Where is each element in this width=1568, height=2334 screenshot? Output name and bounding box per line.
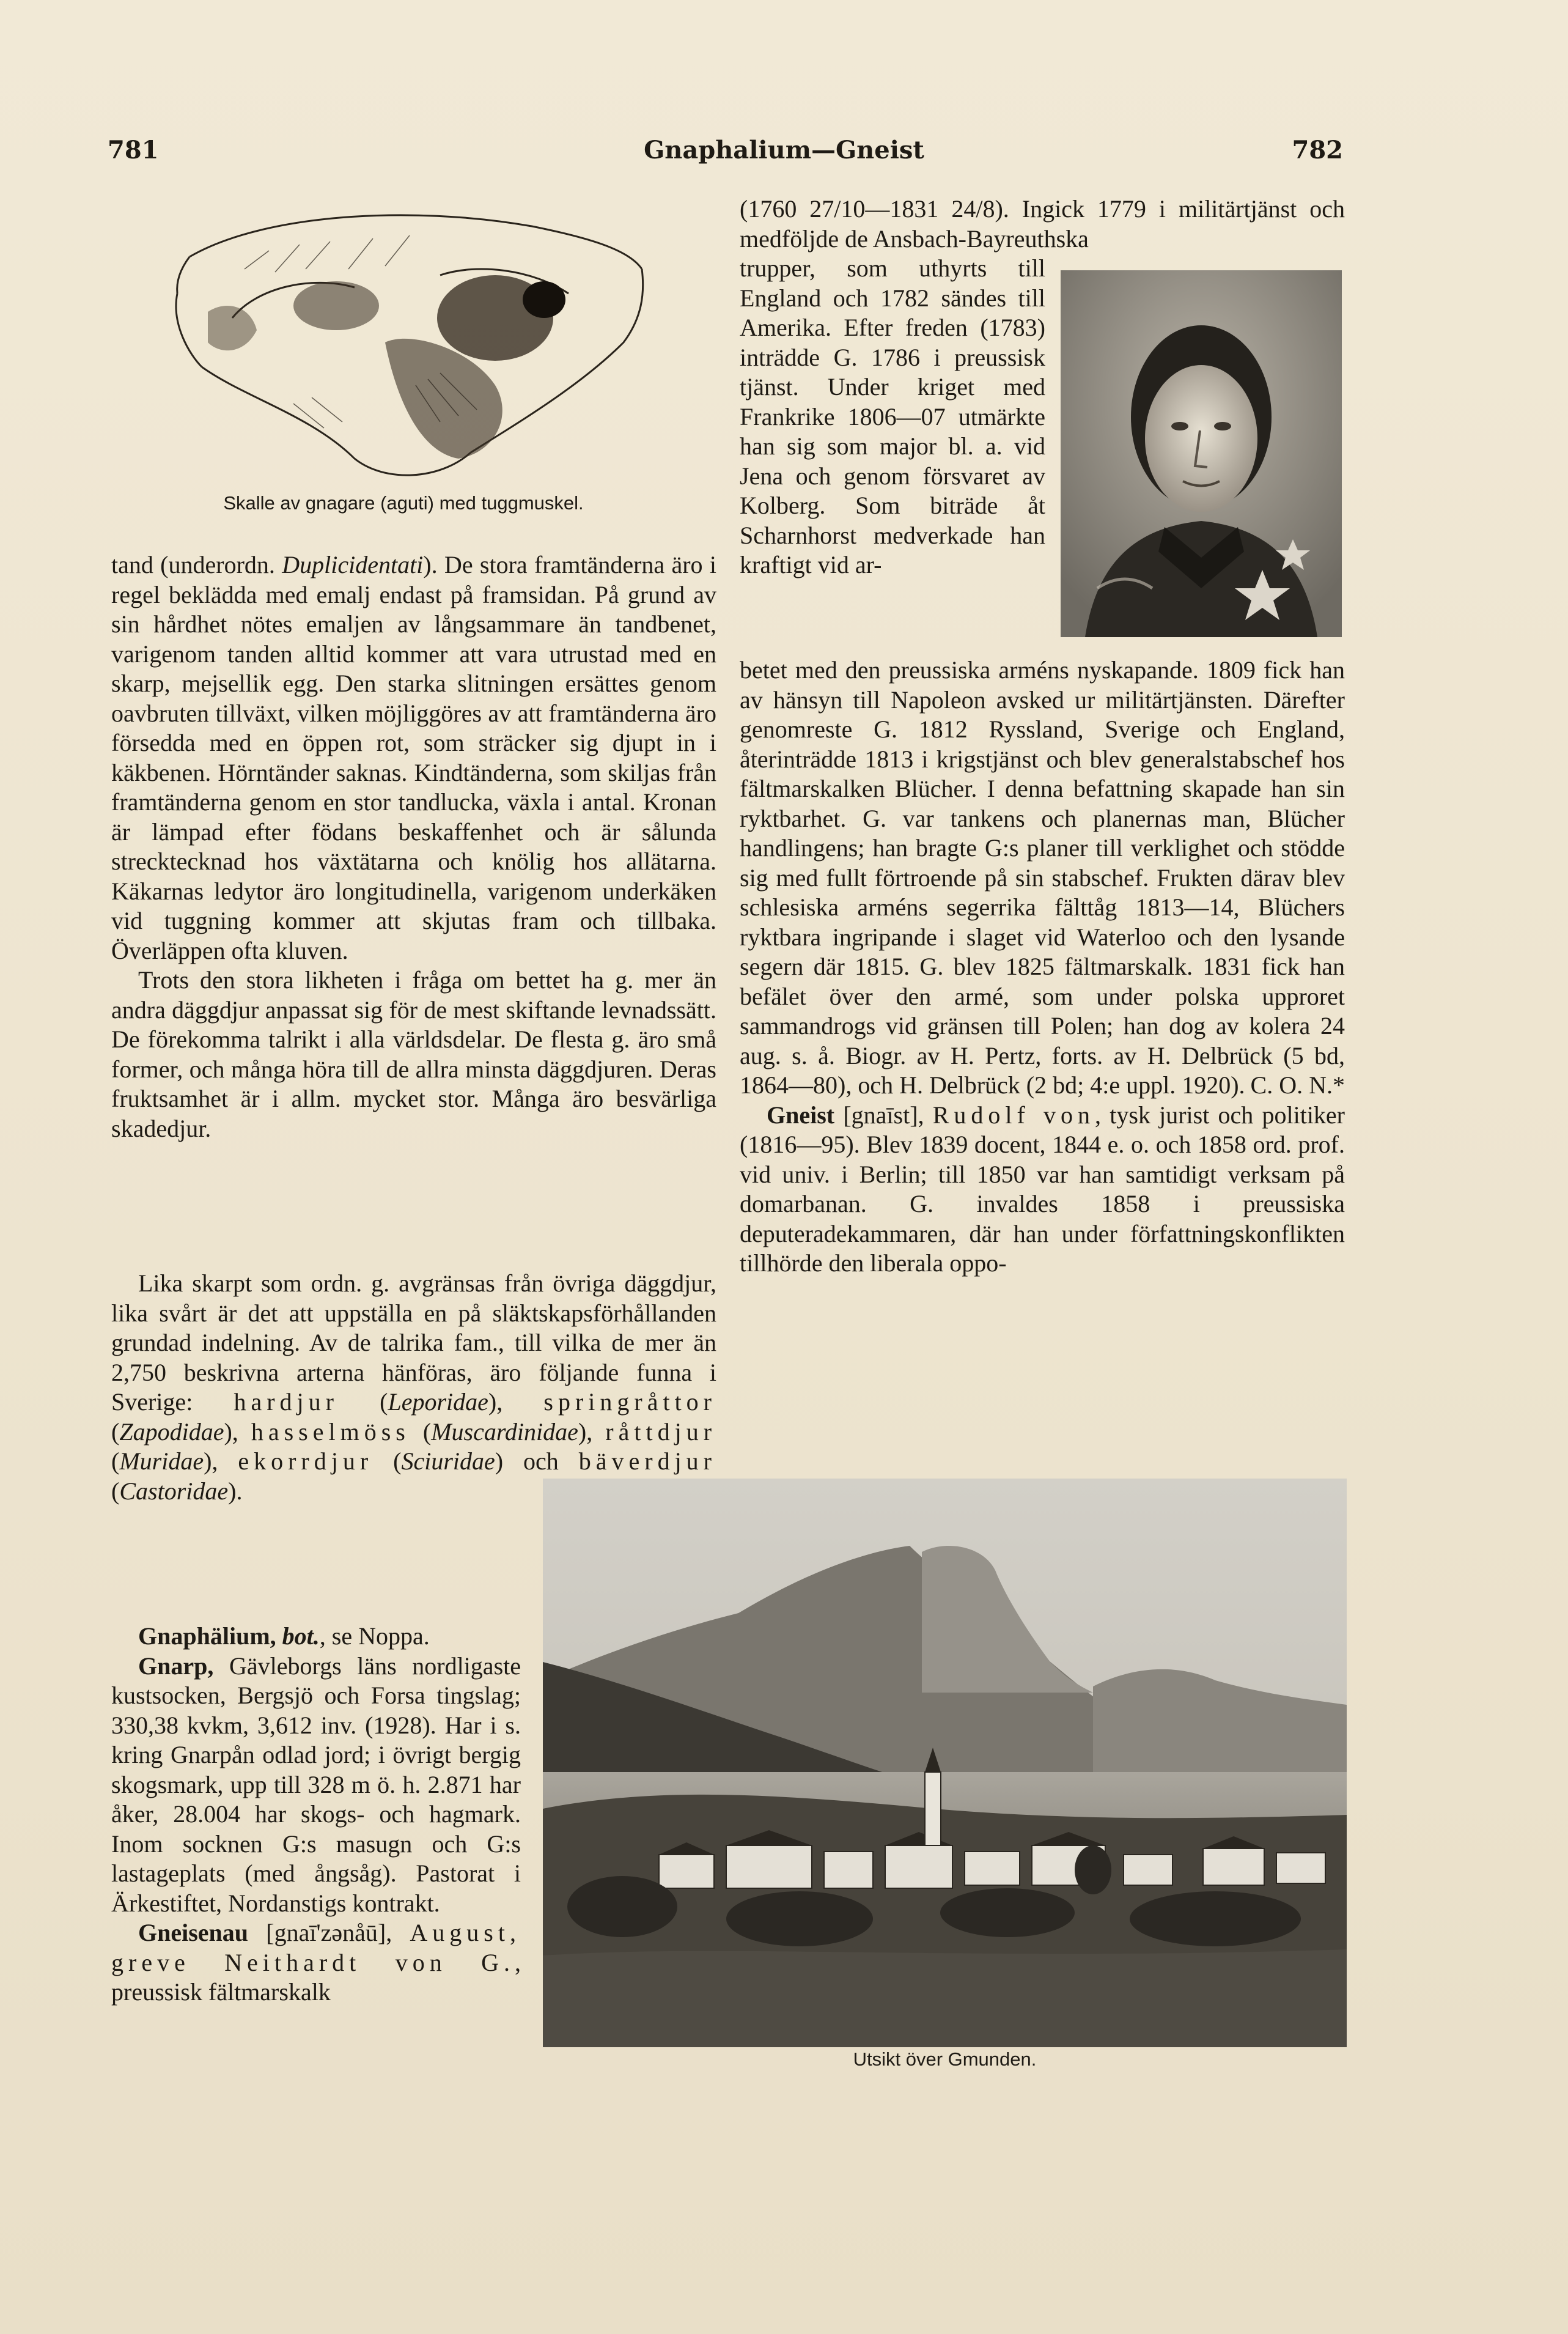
gmunden-caption: Utsikt över Gmunden.: [853, 2048, 1037, 2070]
left-column-text: [111, 550, 716, 1143]
paragraph-gneisenau-intro: (1760 27/10—1831 24/8). Ingick 1779 i militärtjänst och medföljde de Ansbach-Bayreuthska: [740, 195, 1345, 253]
gmunden-landscape-photo: [543, 1479, 1347, 2047]
entry-gneisenau: Gneisenau [gnaī'zənåū], August, greve Neithardt von G., preussisk fältmarskalk: [111, 1919, 521, 2006]
page-number-left: 781: [108, 136, 159, 164]
entry-gnaphalium: Gnaphälium, bot., se Noppa.: [138, 1622, 430, 1650]
portrait-image: [1061, 270, 1342, 637]
left-column-text-lower: [111, 1269, 716, 1506]
paragraph-adaptation: Trots den stora likheten i fråga om bettet ha g. mer än andra däggdjur anpassat sig för de mest skiftande levnadssätt. De förekomma talrikt i alla världsdelar. De flesta g. äro små former, och många höra till de allra minsta däggdjuren. Deras fruktsamhet är i allm. mycket stor. Många äro besvärliga skadedjur.: [111, 966, 716, 1142]
portrait-gneisenau-photo: [1061, 270, 1342, 637]
paragraph-classification: Lika skarpt som ordn. g. avgränsas från övriga däggdjur, lika svårt är det att uppställa en på släktskapsförhållanden grundad indelning. Av de talrika fam., till vilka de mer än 2,750 beskrivna arterna hänföras, äro följande funna i Sverige: hardjur (Leporidae), springråttor (Zapodidae), hasselmöss (Muscardinidae), råttdjur (Muridae), ekorrdjur (Sciuridae) och bäverdjur (Castoridae).: [111, 1269, 716, 1506]
left-entries-narrow: [111, 1622, 521, 2007]
right-column-wide: [740, 656, 1345, 1279]
entry-gnarp: Gnarp, Gävleborgs läns nordligaste kustsocken, Bergsjö och Forsa tingslag; 330,38 kvkm, 3,612 inv. (1928). Har i s. kring Gnarpån odlad jord; i övrigt bergig skogsmark, upp till 328 m ö. h. 2.871 har åker, 28.004 har skogs- och hagmark. Inom socknen G:s masugn och G:s lastageplats (med ångsåg). Pastorat i Ärkestiftet, Nordanstigs kontrakt.: [111, 1652, 521, 1917]
skull-caption: Skalle av gnagare (aguti) med tuggmuskel.: [223, 492, 584, 514]
rodent-skull-illustration: [153, 202, 654, 489]
landscape-image: [543, 1479, 1347, 2047]
right-column-narrow: [740, 254, 1045, 580]
paragraph-gneisenau-career: trupper, som uthyrts till England och 1782 sändes till Amerika. Efter freden (1783) inträdde G. 1786 i preussisk tjänst. Under kriget med Frankrike 1806—07 utmärkte han sig som major bl. a. vid Jena och genom försvaret av Kolberg. Som biträde åt Scharnhorst medverkade han kraftigt vid ar-: [740, 254, 1045, 578]
page-number-right: 782: [1292, 136, 1343, 164]
right-column-top: [740, 194, 1345, 254]
paragraph-teeth: tand (underordn. Duplicidentati). De stora framtänderna äro i regel beklädda med emalj endast på framsidan. På grund av sin hårdhet nötes emaljen av långsammare än tandbenet, varigenom tanden alltid kommer att vara utrustad med en skarp, mejsellik egg. Den starka slitningen ersättes genom oavbruten tillväxt, vilken möjliggöres av att framtänderna äro försedda med en öppen rot, som sträcker sig djupt in i käkbenen. Hörntänder saknas. Kindtänderna, som skiljas från framtänderna genom en stor tandlucka, växla i antal. Kronan är lämpad efter födans beskaffenhet och är sålunda strecktecknad hos växtätarna och knölig hos allätarna. Käkarnas ledytor äro longitudinella, varigenom underkäken vid tuggning kommer att skjutas fram och tillbaka. Överläppen ofta kluven.: [111, 551, 716, 964]
skull-drawing: [153, 202, 654, 489]
running-head-title: Gnaphalium—Gneist: [644, 136, 924, 164]
signature-con: C. O. N.*: [1250, 1071, 1345, 1099]
entry-gneist: Gneist [gnaīst], Rudolf von, tysk jurist och politiker (1816—95). Blev 1839 docent, 1844 e. o. och 1858 ord. prof. vid univ. i Berlin; till 1850 var han samtidigt verksam på domarbanan. G. invaldes 1858 i preussiska deputeradekammaren, där han under författningskonflikten tillhörde den liberala oppo-: [740, 1101, 1345, 1277]
paragraph-gneisenau-later: betet med den preussiska arméns nyskapande. 1809 fick han av hänsyn till Napoleon avsked ur militärtjänsten. Därefter genomreste G. 1812 Ryssland, Sverige och England, återinträdde 1813 i krigstjänst och blev generalstabschef hos fältmarskalken Blücher. I denna befattning skapade han sin ryktbarhet. G. var tankens och planernas man, Blücher handlingens; han bragte G:s planer till verklighet och stödde sig med fullt förtroende på sin stabschef. Frukten därav blev schlesiska arméns segerrika fälttåg 1813—14, Blüchers ryktbara ingripande i slaget vid Waterloo och den lysande segern där 1815. G. blev 1825 fältmarskalk. 1831 fick han befälet över den armé, som under polska upproret sammandrogs vid gränsen till Polen; han dog av kolera 24 aug. s. å. Biogr. av H. Pertz, forts. av H. Delbrück (5 bd, 1864—80), och H. Delbrück (2 bd; 4:e uppl. 1920). C. O. N.*: [740, 656, 1345, 1101]
